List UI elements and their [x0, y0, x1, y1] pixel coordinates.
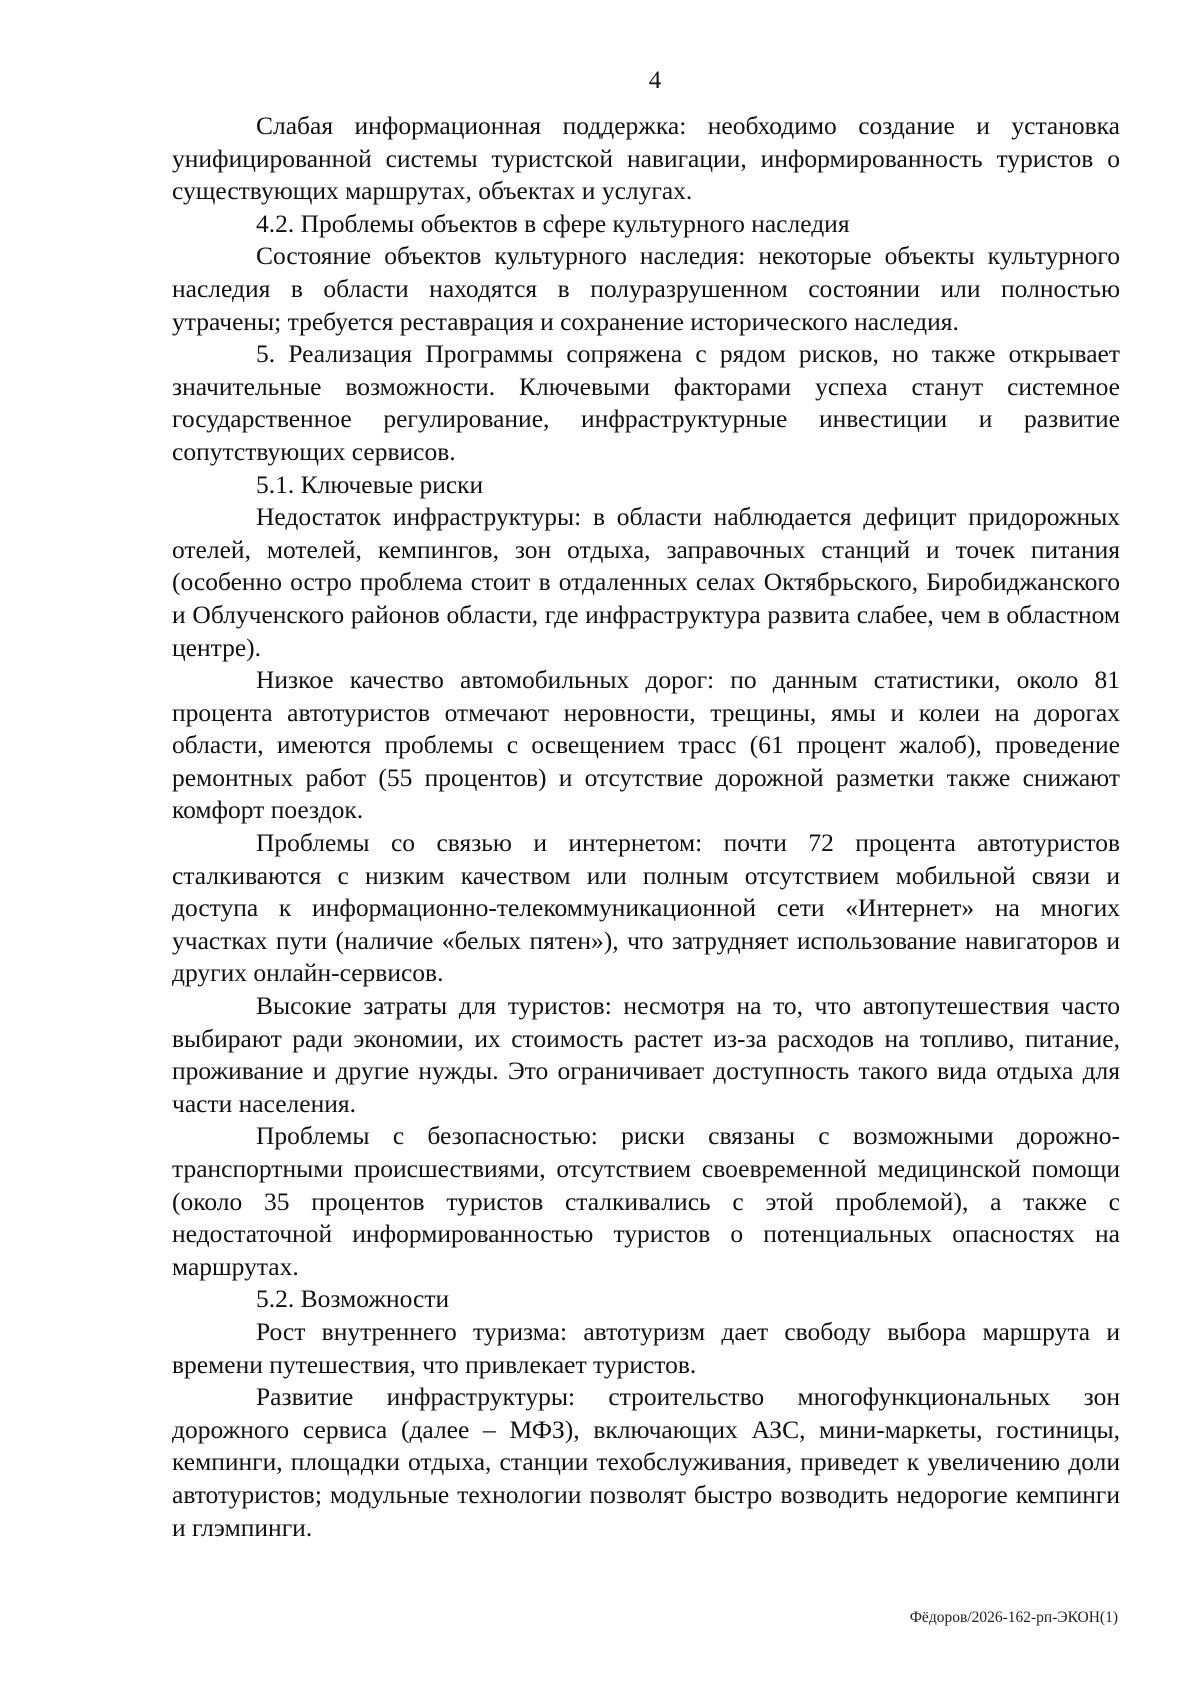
heading-section-5-1: 5.1. Ключевые риски — [256, 469, 484, 499]
paragraph-connectivity: Проблемы со связью и интернетом: почти 72 процента автотуристов сталкиваются с низким качеством или полным отсутствием мобильной связи и доступа к информационно-телекоммуникационной сети «Интернет» на многих участках пути (наличие «белых пятен»), что затрудняет использование навигаторов и других онлайн-сервисов. — [172, 828, 1120, 988]
paragraph-infrastructure-shortage: Недостаток инфраструктуры: в области наблюдается дефицит придорожных отелей, мотелей, кемпингов, зон отдыха, заправочных станций и точек питания (особенно остро проблема стоит в отдаленных селах Октябрьского, Биробиджанского и Облученского районов области, где инфраструктура развита слабее, чем в областном центре). — [172, 502, 1120, 662]
heading-section-4-2: 4.2. Проблемы объектов в сфере культурного наследия — [256, 208, 850, 238]
paragraph-domestic-tourism: Рост внутреннего туризма: автотуризм дает свободу выбора маршрута и времени путешествия, что привлекает туристов. — [172, 1316, 1120, 1379]
paragraph-cultural-heritage: Состояние объектов культурного наследия: некоторые объекты культурного наследия в области находятся в полуразрушенном состоянии или полностью утрачены; требуется реставрация и сохранение исторического наследия. — [172, 241, 1120, 336]
paragraph-section-5: 5. Реализация Программы сопряжена с рядом рисков, но также открывает значительные возможности. Ключевыми факторами успеха станут системное государственное регулирование, инфраструктурные инвестиции и развитие сопутствующих сервисов. — [172, 339, 1120, 466]
document-footer-code: Фёдоров/2026-162-рп-ЭКОН(1) — [909, 1609, 1118, 1626]
page-number: 4 — [648, 67, 662, 94]
paragraph-information-support: Слабая информационная поддержка: необходимо создание и установка унифицированной системы туристской навигации, информированность туристов о существующих маршрутах, объектах и услугах. — [172, 111, 1120, 206]
paragraph-road-quality: Низкое качество автомобильных дорог: по данным статистики, около 81 процента автотуристов отмечают неровности, трещины, ямы и колеи на дорогах области, имеются проблемы с освещением трасс (61 процент жалоб), проведение ремонтных работ (55 процентов) и отсутствие дорожной разметки также снижают комфорт поездок. — [172, 665, 1120, 825]
heading-section-5-2: 5.2. Возможности — [256, 1284, 450, 1314]
paragraph-infrastructure-development: Развитие инфраструктуры: строительство многофункциональных зон дорожного сервиса (далее – МФЗ), включающих АЗС, мини-маркеты, гостиницы, кемпинги, площадки отдыха, станции техобслуживания, приведет к увеличению доли автотуристов; модульные технологии позволят быстро возводить недорогие кемпинги и глэмпинги. — [172, 1382, 1120, 1542]
paragraph-tourist-costs: Высокие затраты для туристов: несмотря на то, что автопутешествия часто выбирают ради экономии, их стоимость растет из-за расходов на топливо, питание, проживание и другие нужды. Это ограничивает доступность такого вида отдыха для части населения. — [172, 991, 1120, 1118]
paragraph-safety: Проблемы с безопасностью: риски связаны с возможными дорожно-транспортными происшествиями, отсутствием своевременной медицинской помощи (около 35 процентов туристов сталкивались с этой проблемой), а также с недостаточной информированностью туристов о потенциальных опасностях на маршрутах. — [172, 1121, 1120, 1281]
document-body — [172, 110, 1120, 1544]
